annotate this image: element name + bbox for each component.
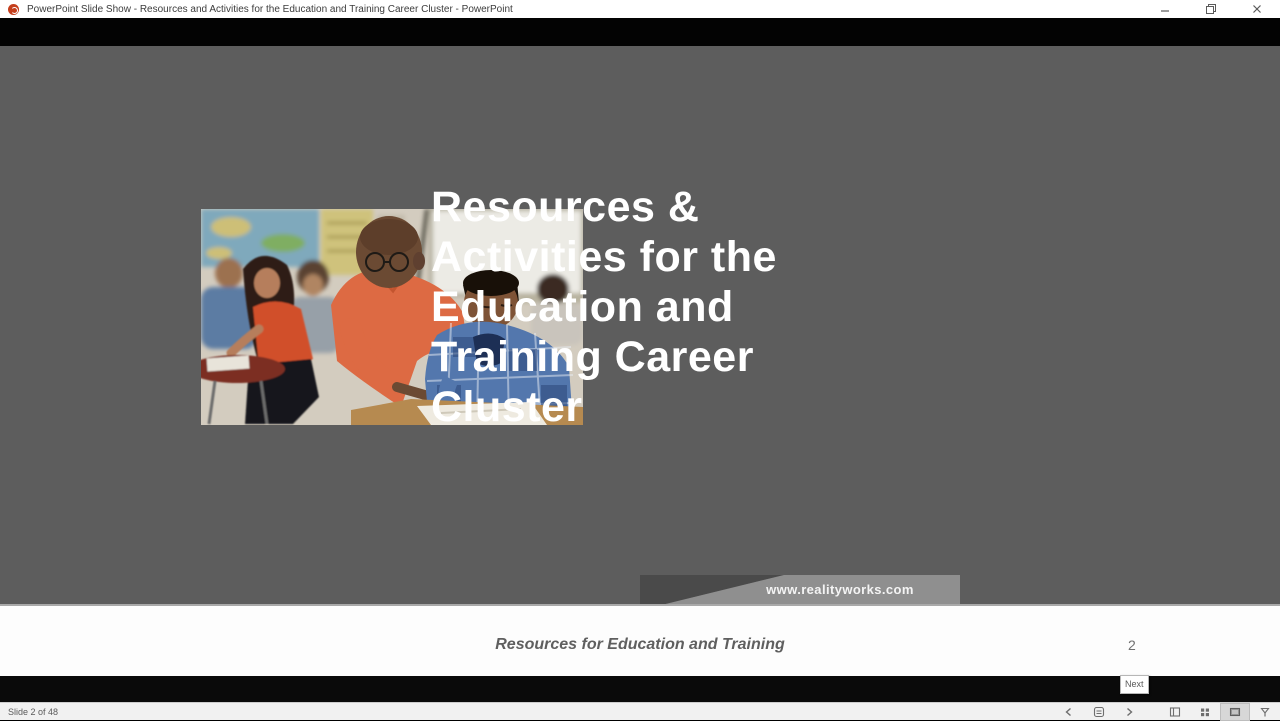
slide-title-line: Education and xyxy=(431,283,734,331)
slide-canvas[interactable] xyxy=(0,46,1280,604)
slide-number: 2 xyxy=(1128,637,1136,653)
slide-title xyxy=(431,182,871,432)
powerpoint-icon xyxy=(8,4,19,15)
realityworks-banner xyxy=(640,575,960,604)
reading-view-button[interactable] xyxy=(1220,703,1250,721)
banner-url: www.realityworks.com xyxy=(766,582,914,597)
next-tooltip: Next xyxy=(1120,675,1149,694)
previous-slide-button[interactable] xyxy=(1054,703,1084,721)
slide-title-line: Cluster xyxy=(431,383,583,431)
slide-sorter-view-button[interactable] xyxy=(1190,703,1220,721)
normal-view-button[interactable] xyxy=(1160,703,1190,721)
top-black-strip xyxy=(0,18,1280,46)
next-slide-button[interactable] xyxy=(1114,703,1144,721)
slide-footer-band xyxy=(0,604,1280,676)
slide-title-line: Activities for the xyxy=(431,233,777,281)
slide-title-line: Training Career xyxy=(431,333,754,381)
slideshow-view-button[interactable] xyxy=(1250,703,1280,721)
slide-indicator: Slide 2 of 48 xyxy=(8,707,59,717)
minimize-icon[interactable] xyxy=(1142,0,1188,18)
status-bar xyxy=(0,702,1280,720)
slideshow-nav-group xyxy=(1054,703,1144,721)
view-buttons-group xyxy=(1160,703,1280,721)
restore-icon[interactable] xyxy=(1188,0,1234,18)
bottom-black-band xyxy=(0,676,1280,702)
window-title-bar xyxy=(0,0,1280,18)
slide-title-line: Resources & xyxy=(431,183,700,231)
window-title: PowerPoint Slide Show - Resources and Activities for the Education and Training Career Cluster - PowerPoint xyxy=(27,3,513,15)
close-icon[interactable] xyxy=(1234,0,1280,18)
slideshow-menu-button[interactable] xyxy=(1084,703,1114,721)
window-controls xyxy=(1142,0,1280,18)
footer-text: Resources for Education and Training xyxy=(495,636,785,653)
